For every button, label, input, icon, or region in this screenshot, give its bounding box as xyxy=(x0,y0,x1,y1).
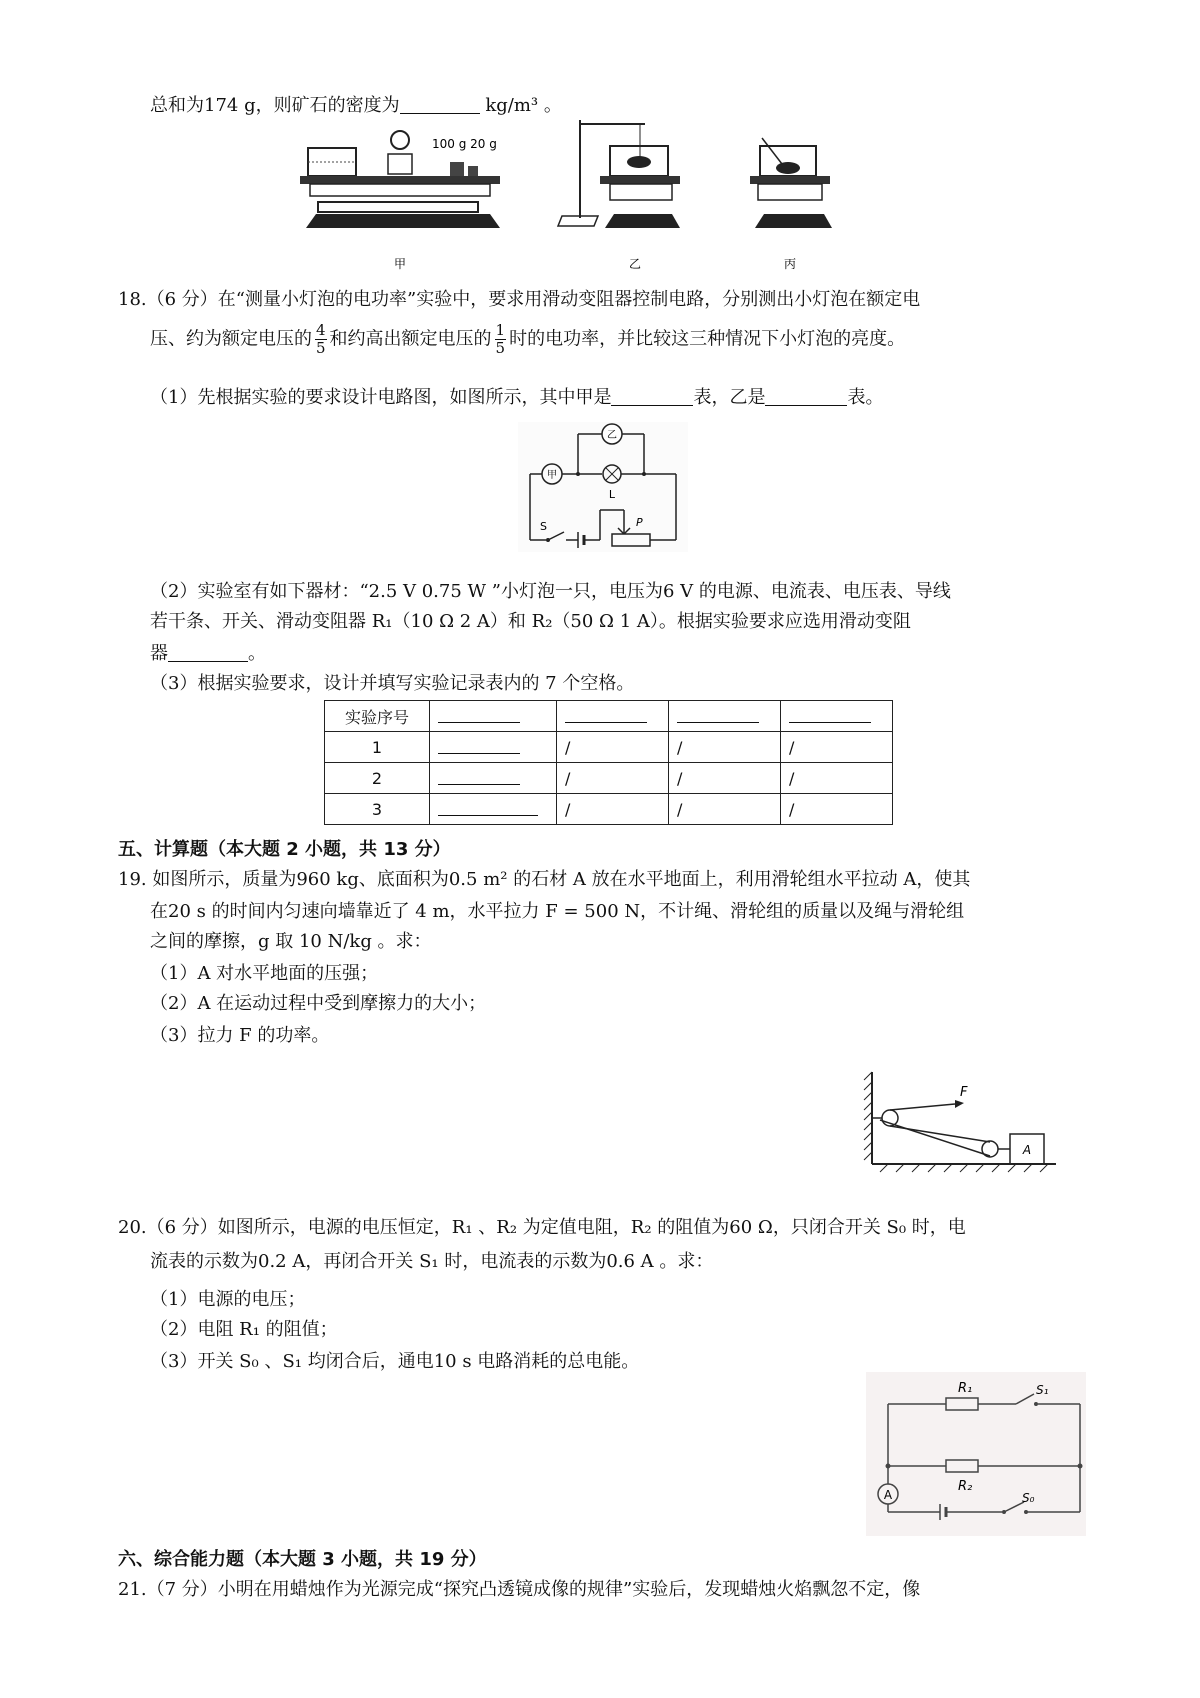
table-cell: / xyxy=(669,732,781,763)
q18-text-c: 时的电功率，并比较这三种情况下小灯泡的亮度。 xyxy=(509,328,906,350)
lamp-label: L xyxy=(608,488,616,501)
q18-p2-text: 器 xyxy=(150,643,168,664)
table-cell: / xyxy=(781,732,893,763)
answer-blank xyxy=(565,706,647,723)
table-cell: / xyxy=(557,794,669,825)
weights-label: 100 g 20 g xyxy=(432,137,497,151)
table-cell: / xyxy=(781,794,893,825)
table-cell: / xyxy=(557,763,669,794)
section-heading-5: 五、计算题（本大题 2 小题，共 13 分） xyxy=(118,839,451,860)
q18-stem-line2 xyxy=(150,322,905,357)
q17-unit: kg/m³ 。 xyxy=(485,95,562,116)
table-row xyxy=(325,732,893,763)
balance-figure xyxy=(300,118,880,276)
q19-stem-line3: 之间的摩擦，g 取 10 N/kg 。求： xyxy=(150,931,432,952)
q17-text: 总和为174 g，则矿石的密度为 xyxy=(150,95,400,116)
s0-label: S₀ xyxy=(1022,1491,1035,1505)
meter-jia-label: 甲 xyxy=(547,470,557,481)
answer-blank xyxy=(677,706,759,723)
q19-stem-line2: 在20 s 的时间内匀速向墙靠近了 4 m，水平拉力 F = 500 N，不计绳、滑轮组的质量以及绳与滑轮组 xyxy=(150,901,965,922)
table-cell xyxy=(430,701,557,732)
q18-part2-line2: 若干条、开关、滑动变阻器 R₁（10 Ω 2 A）和 R₂（50 Ω 1 A）。根据实验要求应选用滑动变阻 xyxy=(150,611,911,632)
table-cell xyxy=(430,732,557,763)
fraction-4-5 xyxy=(315,322,327,357)
slider-label: P xyxy=(636,516,643,529)
frac-den: 5 xyxy=(316,339,326,357)
answer-blank xyxy=(438,737,520,754)
q20-circuit-diagram xyxy=(866,1372,1086,1536)
table-row xyxy=(325,701,893,732)
q19-sub2: （2）A 在运动过程中受到摩擦力的大小； xyxy=(150,993,487,1014)
record-table xyxy=(324,700,893,825)
q18-text-b: 和约高出额定电压的 xyxy=(329,328,492,350)
q21-stem-line1: 21.（7 分）小明在用蜡烛作为光源完成“探究凸透镜成像的规律”实验后，发现蜡烛火焰飘忽不定，像 xyxy=(118,1579,921,1600)
answer-blank xyxy=(438,706,520,723)
ammeter-label: A xyxy=(883,1488,893,1502)
table-cell: / xyxy=(669,763,781,794)
table-row xyxy=(325,763,893,794)
q20-sub2: （2）电阻 R₁ 的阻值； xyxy=(150,1319,338,1340)
q20-stem-line1: 20.（6 分）如图所示，电源的电压恒定，R₁ 、R₂ 为定值电阻，R₂ 的阻值为60 Ω，只闭合开关 S₀ 时，电 xyxy=(118,1217,966,1238)
q18-part1 xyxy=(150,384,883,412)
table-cell: 1 xyxy=(325,732,430,763)
q20-sub3: （3）开关 S₀ 、S₁ 均闭合后，通电10 s 电路消耗的总电能。 xyxy=(150,1351,640,1372)
q20-sub1: （1）电源的电压； xyxy=(150,1289,306,1310)
answer-blank xyxy=(400,93,480,114)
balance-jia xyxy=(300,131,500,271)
q19-sub3: （3）拉力 F 的功率。 xyxy=(150,1025,330,1046)
fraction-1-5 xyxy=(495,322,507,357)
table-cell: 2 xyxy=(325,763,430,794)
r1-label: R₁ xyxy=(958,1381,973,1396)
balance-yi xyxy=(558,120,680,271)
q19-stem-line1: 19. 如图所示，质量为960 kg、底面积为0.5 m² 的石材 A 放在水平地面上，利用滑轮组水平拉动 A，使其 xyxy=(118,869,971,890)
caption-jia: 甲 xyxy=(393,257,407,271)
q19-sub1: （1）A 对水平地面的压强； xyxy=(150,963,379,984)
table-cell xyxy=(430,794,557,825)
section-heading-6: 六、综合能力题（本大题 3 小题，共 19 分） xyxy=(118,1549,487,1570)
pulley-figure xyxy=(860,1068,1060,1178)
table-cell: / xyxy=(669,794,781,825)
frac-num: 4 xyxy=(316,321,326,339)
answer-blank xyxy=(438,799,538,816)
q20-stem-line2: 流表的示数为0.2 A，再闭合开关 S₁ 时，电流表的示数为0.6 A 。求： xyxy=(150,1251,714,1272)
block-A-label: A xyxy=(1022,1143,1032,1157)
q17-tail-line xyxy=(150,92,562,120)
switch-label: S xyxy=(540,520,547,533)
meter-yi-label: 乙 xyxy=(607,430,617,441)
r2-label: R₂ xyxy=(958,1479,973,1494)
table-cell xyxy=(430,763,557,794)
table-cell xyxy=(557,701,669,732)
answer-blank-rheostat xyxy=(168,641,248,662)
table-header-cell: 实验序号 xyxy=(325,701,430,732)
q18-text-a: 压、约为额定电压的 xyxy=(150,328,312,350)
answer-blank-yi xyxy=(765,385,847,406)
q18-part2-line1: （2）实验室有如下器材：“2.5 V 0.75 W ”小灯泡一只，电压为6 V 的电源、电流表、电压表、导线 xyxy=(150,581,951,602)
q18-p1-text: （1）先根据实验的要求设计电路图，如图所示，其中甲是 xyxy=(150,387,612,408)
q18-circuit-diagram xyxy=(518,422,688,552)
q18-part3: （3）根据实验要求，设计并填写实验记录表内的 7 个空格。 xyxy=(150,673,635,694)
force-F-label: F xyxy=(960,1085,968,1100)
balance-bing xyxy=(750,138,832,271)
caption-bing: 丙 xyxy=(783,257,797,271)
answer-blank-jia xyxy=(611,385,693,406)
table-cell xyxy=(669,701,781,732)
q18-stem-line1: 18.（6 分）在“测量小灯泡的电功率”实验中，要求用滑动变阻器控制电路，分别测出小灯泡在额定电 xyxy=(118,289,921,310)
q18-p1-text-b: 表，乙是 xyxy=(693,387,766,408)
table-row xyxy=(325,794,893,825)
frac-den: 5 xyxy=(495,339,506,357)
s1-label: S₁ xyxy=(1036,1383,1049,1397)
table-cell: 3 xyxy=(325,794,430,825)
q18-part2-line3 xyxy=(150,640,266,668)
table-cell: / xyxy=(781,763,893,794)
answer-blank xyxy=(789,706,871,723)
frac-num: 1 xyxy=(495,321,506,339)
table-cell: / xyxy=(557,732,669,763)
q18-p2-end: 。 xyxy=(248,643,266,664)
table-cell xyxy=(781,701,893,732)
q18-p1-text-c: 表。 xyxy=(847,387,884,408)
caption-yi: 乙 xyxy=(628,257,642,271)
answer-blank xyxy=(438,768,520,785)
